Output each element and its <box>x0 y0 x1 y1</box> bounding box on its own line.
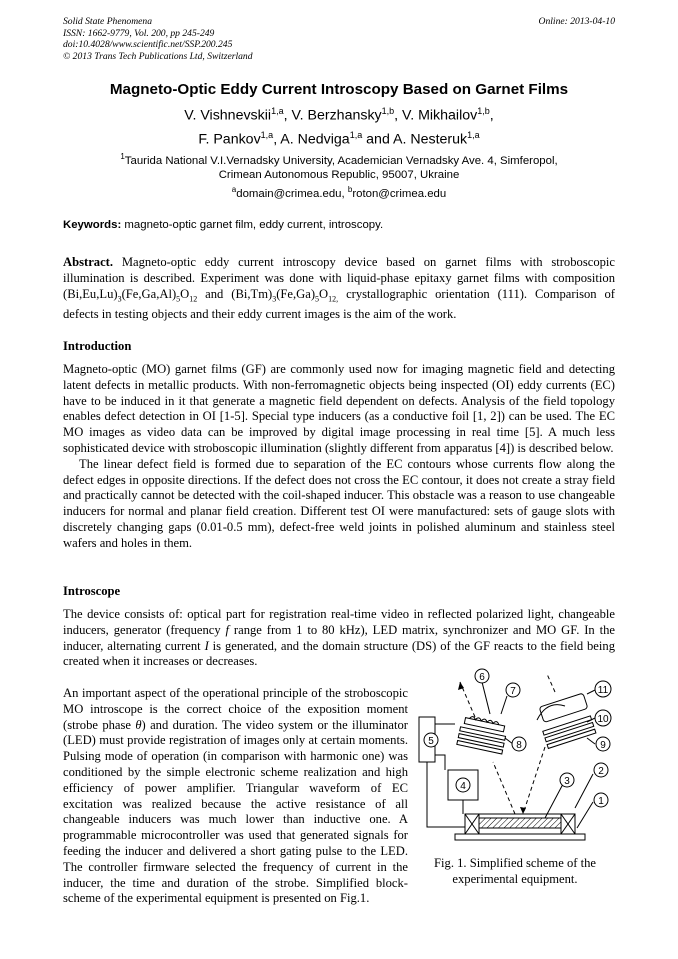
svg-text:6: 6 <box>479 672 485 683</box>
label-3 <box>560 773 574 787</box>
doi: doi:10.4028/www.scientific.net/SSP.200.245 <box>63 39 233 50</box>
author-sup: 1,a <box>260 129 274 140</box>
label-7 <box>506 683 520 697</box>
email-a[interactable]: domain@crimea.edu <box>236 187 342 200</box>
paper-title: Magneto-Optic Eddy Current Introscopy Based on Garnet Films <box>109 81 569 98</box>
author-list <box>40 102 638 149</box>
author: V. Mikhailov <box>402 107 478 124</box>
svg-text:1: 1 <box>598 796 604 807</box>
svg-text:9: 9 <box>600 740 606 751</box>
journal-name: Solid State Phenomena <box>63 16 152 27</box>
light-ray-in <box>523 747 545 814</box>
affiliation-line-1: $^1$Taurida National V.I.Vernadsky University, Academician Vernadsky Ave. 4, Simferopol, <box>120 152 558 167</box>
introscope-paragraph-1: The device consists of: optical part for registration real-time video in reflected polarized light, changeable inducers, generator (frequency f range from 1 to 80 kHz), LED matrix, synchronizer and MO GF. In the inducer, alternating current I is generated, and the domain structure (DS) of the GF reacts to the field being created when it increases or decreases. <box>63 607 615 669</box>
label-10 <box>595 710 611 726</box>
garnet-film <box>479 818 561 828</box>
label-2 <box>594 763 608 777</box>
paragraph: Magneto-optic (MO) garnet films (GF) are commonly used now for imaging magnetic field and detecting latent defects in metallic products. With non-ferromagnetic objects being inspected (OI) eddy currents (EC) have to be induced in it that generate a magnetic field dependent on defects. Analysis of the field topology enables defect detection in OI [1-5]. Special type inducers (as a conductive foil [1, 2]) can be used. The EC MO images as video data can be improved by digital image processing in real time [5]. A much less sophisticated device with stroboscopic illumination (slightly different from apparatus [4]) is described below. <box>63 362 615 455</box>
label-11 <box>595 681 611 697</box>
introduction-heading: Introduction <box>63 339 132 353</box>
abstract: Abstract. Magneto-optic eddy current introscopy device based on garnet films with stroboscopic illumination is described. Experiment was done with liquid-phase epitaxy garnet films with composition $(Bi,Eu,Lu)_3(Fe,Ga,Al)_5O_{12}$ and $(Bi,Tm)_3(Fe,Ga)_5O_{12,}$ crystallographic orientation (111). Comparison of defects in testing objects and their eddy current images is the aim of the work. <box>63 255 615 321</box>
author: V. Vishnevskii <box>184 107 272 124</box>
email-sup-a: a <box>231 185 237 194</box>
author-line-1: V. Vishnevskii$^{1,a}$, V. Berzhansky$^{1,b}$, V. Mikhailov$^{1,b}$, <box>184 106 494 124</box>
camera-optics <box>457 715 508 754</box>
label-6 <box>475 669 489 683</box>
light-ray-out <box>493 762 515 814</box>
svg-text:7: 7 <box>510 686 516 697</box>
svg-text:4: 4 <box>460 781 466 792</box>
svg-text:8: 8 <box>516 740 522 751</box>
author-sup: 1,b <box>381 106 395 116</box>
keywords-text: magneto-optic garnet film, eddy current, introscopy. <box>124 219 384 231</box>
label-4 <box>456 778 470 792</box>
figure-1-diagram <box>415 662 620 852</box>
figure-caption: Fig. 1. Simplified scheme of the experimental equipment. <box>434 856 596 886</box>
copyright: © 2013 Trans Tech Publications Ltd, Switzerland <box>63 50 253 62</box>
abstract-label: Abstract. <box>63 255 114 269</box>
journal-header <box>63 16 253 62</box>
author-line-2: F. Pankov$^{1,a}$, A. Nedviga$^{1,a}$ and A. Nesteruk$^{1,a}$ <box>198 129 480 148</box>
emails: $^a$domain@crimea.edu, $^b$roton@crimea.edu <box>231 185 447 200</box>
author: V. Berzhansky <box>291 107 382 124</box>
issn: ISSN: 1662-9779, Vol. 200, pp 245-249 <box>63 27 215 39</box>
label-9 <box>596 737 610 751</box>
keywords <box>63 219 615 231</box>
author-sup: 1,a <box>349 129 363 140</box>
keywords-label: Keywords: <box>63 219 122 231</box>
affiliation-line-2: Crimean Autonomous Republic, 95007, Ukraine <box>218 169 460 182</box>
online-date: Online: 2013-04-10 <box>538 16 615 27</box>
author-sup: 1,a <box>467 129 480 140</box>
affiliation <box>40 150 638 183</box>
svg-text:10: 10 <box>597 714 609 725</box>
email-sup-b: b <box>347 185 353 194</box>
author: A. Nedviga <box>280 131 350 148</box>
svg-text:5: 5 <box>428 736 434 747</box>
label-8 <box>512 737 526 751</box>
svg-text:2: 2 <box>598 766 604 777</box>
introscope-heading: Introscope <box>63 584 121 598</box>
author-sup: 1,a <box>271 106 284 116</box>
led-optics <box>535 693 596 748</box>
author: A. Nesteruk <box>393 131 468 148</box>
author-sup: 1,b <box>477 106 490 116</box>
label-1 <box>594 793 608 807</box>
paragraph: The linear defect field is formed due to separation of the EC contours whose currents flow along the defect edges in opposite directions. If the defect does not cross the EC contour, it does not create a stray field and practically cannot be detected with the coil-shaped inducer. This obstacle was a reason to use changeable inducers for normal and planar field creation. Different test OI were manufactured: sets of gauge slots with discretely changing gaps (0.01-0.5 mm), defect-free weld joints in polished aluminum and stainless steel wafers and holes in them. <box>63 456 615 550</box>
affiliation-sup: 1 <box>120 152 125 161</box>
author: F. Pankov <box>198 131 261 148</box>
introscope-paragraph-2: An important aspect of the operational principle of the stroboscopic MO introscope is the correct choice of the exposition moment (strobe phase θ) and duration. The video system or the illuminator (LED) must provide registration of images only at certain moments. Pulsing mode of operation (in comparison with harmonic one) was conditioned by the simple electronic scheme realization and high efficiency of power amplifier. Triangular waveform of EC excitation was realized because the active resistance of all changeable inducers was much lower than inductive one. A programmable microcontroller was used that generated signals for feeding the inducer and delivered a short gating pulse to the LED. The controller firmware selected the frequency of current in the inducer, the time and duration of the strobe. Simplified block-scheme of the experimental equipment is presented on Fig.1. <box>63 686 408 906</box>
svg-text:3: 3 <box>564 776 570 787</box>
svg-text:11: 11 <box>597 685 609 696</box>
object-plate <box>455 834 585 840</box>
label-5 <box>424 733 438 747</box>
introduction-body <box>63 362 615 552</box>
email-b[interactable]: roton@crimea.edu <box>352 187 447 200</box>
